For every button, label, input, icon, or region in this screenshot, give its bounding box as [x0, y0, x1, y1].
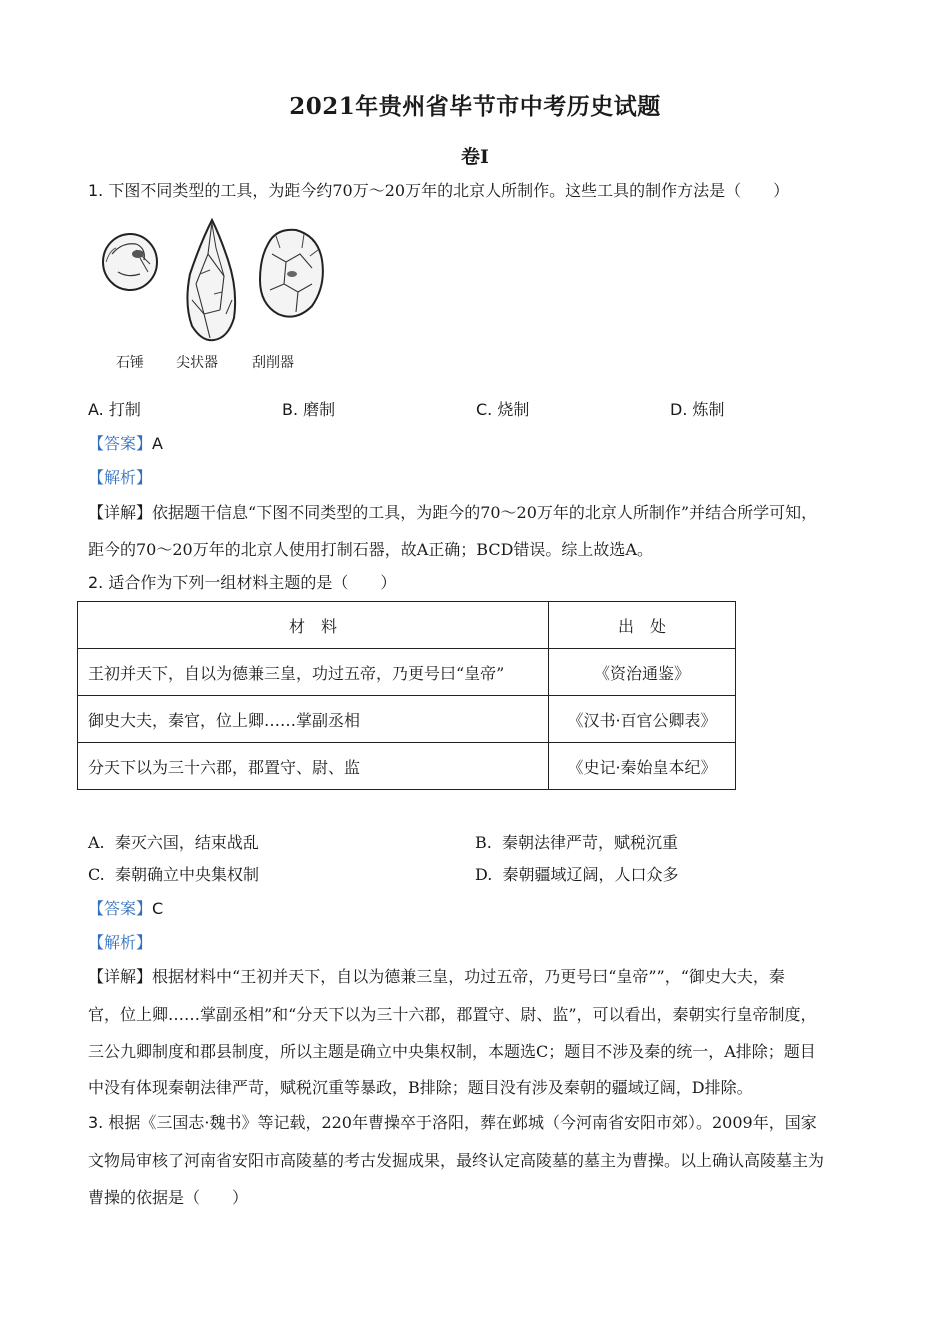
option-label: D.: [475, 865, 493, 884]
option-text: 烧制: [497, 400, 530, 419]
q1-option-c[interactable]: [476, 397, 529, 420]
stone-hammer-drawing: [103, 234, 157, 290]
table-row: [78, 696, 736, 743]
tool-label-stone-hammer: 石锤: [116, 355, 144, 371]
q1-option-a[interactable]: [88, 397, 141, 420]
answer-tag: 【答案】: [88, 434, 153, 453]
detail-tag: 【详解】: [88, 503, 153, 522]
q1-detail-line-2: 距今的70～20万年的北京人使用打制石器，故A正确；BCD错误。综上故选A。: [88, 540, 653, 559]
detail-tag: 【详解】: [88, 967, 153, 986]
option-text: 秦灭六国，结束战乱: [114, 833, 259, 852]
analysis-tag: 【解析】: [88, 468, 153, 487]
q1-number: 1.: [88, 181, 104, 200]
q1-detail-line-1: [88, 500, 817, 523]
q2-option-a[interactable]: [88, 830, 259, 853]
q2-detail-line-3: 三公九卿制度和郡县制度，所以主题是确立中央集权制，本题选C；题目不涉及秦的统一，A排除；题目: [88, 1042, 816, 1061]
q2-text: 适合作为下列一组材料主题的是（ ）: [108, 573, 397, 592]
option-label: C.: [476, 400, 493, 419]
q2-analysis: [88, 930, 152, 953]
option-text: 炼制: [692, 400, 725, 419]
option-label: B.: [282, 400, 299, 419]
q1-analysis: [88, 465, 152, 488]
option-label: A.: [88, 833, 105, 852]
q2-option-d[interactable]: [475, 862, 679, 885]
material-cell: 御史大夫，秦官，位上卿……掌副丞相: [78, 696, 549, 743]
option-label: C.: [88, 865, 105, 884]
option-label: D.: [670, 400, 688, 419]
option-label: B.: [475, 833, 492, 852]
q2-answer: [88, 896, 163, 919]
header-source: 出 处: [549, 602, 736, 649]
scraper-drawing: [260, 230, 323, 317]
q3-text: 根据《三国志·魏书》等记载，220年曹操卒于洛阳，葬在邺城（今河南省安阳市郊）。2009年，国家: [108, 1113, 817, 1132]
header-material: 材 料: [78, 602, 549, 649]
table-row: [78, 743, 736, 790]
pointed-tool-drawing: [187, 220, 235, 340]
table-header-row: [78, 602, 736, 649]
option-text: 磨制: [303, 400, 336, 419]
option-text: 秦朝疆域辽阔，人口众多: [502, 865, 679, 884]
q2-material-table: [77, 601, 736, 790]
q1-option-d[interactable]: [670, 397, 725, 420]
tool-label-pointed-tool: 尖状器: [176, 355, 218, 371]
q2-detail-line-2: 官，位上卿……掌副丞相”和“分天下以为三十六郡，郡置守、尉、监”，可以看出，秦朝实行皇帝制度，: [88, 1005, 817, 1024]
analysis-tag: 【解析】: [88, 933, 153, 952]
section-heading: 卷Ⅰ: [461, 146, 489, 168]
tool-label-scraper: 刮削器: [252, 355, 294, 371]
q3-stem-line-3: 曹操的依据是（ ）: [88, 1188, 249, 1207]
material-cell: 王初并天下，自以为德兼三皇，功过五帝，乃更号曰“皇帝”: [78, 649, 549, 696]
option-text: 打制: [108, 400, 141, 419]
answer-tag: 【答案】: [88, 899, 153, 918]
table-row: [78, 649, 736, 696]
option-text: 秦朝法律严苛，赋税沉重: [502, 833, 679, 852]
q3-number: 3.: [88, 1113, 104, 1132]
source-cell: 《史记·秦始皇本纪》: [549, 743, 736, 790]
q2-detail-line-1: [88, 964, 785, 987]
answer-value: A: [152, 434, 163, 453]
q2-option-b[interactable]: [475, 830, 678, 853]
option-label: A.: [88, 400, 104, 419]
detail-text: 根据材料中“王初并天下，自以为德兼三皇，功过五帝，乃更号曰“皇帝””，“御史大夫，秦: [152, 967, 785, 986]
answer-value: C: [152, 899, 164, 918]
q2-detail-line-4: 中没有体现秦朝法律严苛，赋税沉重等暴政，B排除；题目没有涉及秦朝的疆域辽阔，D排除。: [88, 1078, 753, 1097]
q1-option-b[interactable]: [282, 397, 335, 420]
q3-stem-line-2: 文物局审核了河南省安阳市高陵墓的考古发掘成果，最终认定高陵墓的墓主为曹操。以上确认高陵墓主为: [88, 1151, 825, 1170]
material-cell: 分天下以为三十六郡，郡置守、尉、监: [78, 743, 549, 790]
option-text: 秦朝确立中央集权制: [114, 865, 259, 884]
q3-stem-line-1: [88, 1110, 817, 1133]
source-cell: 《汉书·百官公卿表》: [549, 696, 736, 743]
q1-tools-figure: [100, 214, 330, 370]
q1-text: 下图不同类型的工具，为距今约70万～20万年的北京人所制作。这些工具的制作方法是（ ）: [108, 181, 790, 200]
q2-number: 2.: [88, 573, 104, 592]
detail-text: 依据题干信息“下图不同类型的工具，为距今的70～20万年的北京人所制作”并结合所学可知，: [152, 503, 818, 522]
q1-stem: [88, 178, 789, 201]
q2-stem: [88, 570, 396, 593]
page-title: 2021年贵州省毕节市中考历史试题: [289, 93, 661, 120]
stone-tools-illustration: [100, 214, 330, 349]
q1-answer: [88, 431, 163, 454]
source-cell: 《资治通鉴》: [549, 649, 736, 696]
q2-option-c[interactable]: [88, 862, 259, 885]
